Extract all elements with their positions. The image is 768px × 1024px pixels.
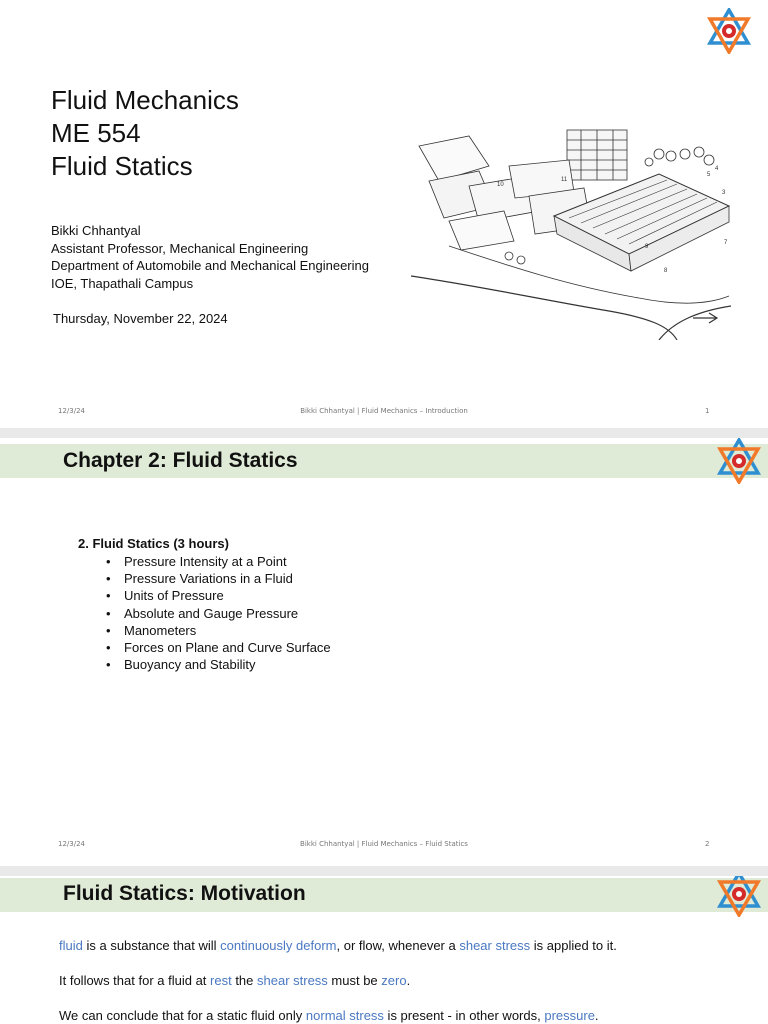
text-span: It follows that for a fluid at xyxy=(59,973,211,988)
author-name: Bikki Chhantyal xyxy=(51,223,141,238)
campus-illustration xyxy=(409,126,731,340)
term-zero: zero xyxy=(381,973,407,988)
slide-separator xyxy=(0,866,768,876)
slide-2-title: Chapter 2: Fluid Statics xyxy=(63,449,298,472)
lecture-date: Thursday, November 22, 2024 xyxy=(53,311,228,326)
text-span: the xyxy=(231,973,257,988)
paragraph-rest xyxy=(59,973,410,988)
footer-title: Bikki Chhantyal | Fluid Mechanics – Introduction xyxy=(300,407,468,415)
image-number: 8 xyxy=(664,268,668,274)
slide-1-title xyxy=(51,84,239,183)
image-number: 3 xyxy=(722,190,726,196)
term-continuously-deform: continuously deform xyxy=(220,938,337,953)
text-span: must be xyxy=(327,973,382,988)
term-shear-stress: shear stress xyxy=(459,938,531,953)
image-number: 9 xyxy=(645,244,649,250)
ioe-logo-icon xyxy=(716,876,762,917)
ioe-logo-icon xyxy=(716,438,762,484)
list-item: • Pressure Variations in a Fluid xyxy=(106,570,331,587)
list-item: • Buoyancy and Stability xyxy=(106,656,331,673)
paragraph-conclusion xyxy=(59,1008,599,1023)
text-span: is a substance that will xyxy=(82,938,221,953)
list-item: • Pressure Intensity at a Point xyxy=(106,553,331,570)
author-block xyxy=(51,222,369,292)
list-item: • Forces on Plane and Curve Surface xyxy=(106,639,331,656)
paragraph-definition xyxy=(59,938,617,953)
term-rest: rest xyxy=(210,973,232,988)
slide-1 xyxy=(0,0,768,428)
footer-title: Bikki Chhantyal | Fluid Mechanics – Fluid Statics xyxy=(300,840,468,848)
slide-separator xyxy=(0,428,768,438)
term-fluid: fluid xyxy=(59,938,83,953)
list-item: • Units of Pressure xyxy=(106,587,331,604)
image-number: 7 xyxy=(724,240,728,246)
text-span: is applied to it. xyxy=(530,938,617,953)
text-span: is present - in other words, xyxy=(383,1008,545,1023)
author-campus: IOE, Thapathali Campus xyxy=(51,275,194,291)
image-number: 4 xyxy=(715,166,719,172)
text-span: . xyxy=(406,973,411,988)
topic-list xyxy=(106,553,331,673)
list-item: • Manometers xyxy=(106,622,331,639)
author-position: Assistant Professor, Mechanical Engineering xyxy=(51,240,309,256)
footer-date: 12/3/24 xyxy=(58,407,85,415)
term-pressure: pressure xyxy=(544,1008,595,1023)
title-line: Fluid Mechanics xyxy=(51,85,239,115)
slide-3-title: Fluid Statics: Motivation xyxy=(63,882,306,905)
syllabus-heading: 2. Fluid Statics (3 hours) xyxy=(78,536,229,551)
image-number: 11 xyxy=(561,177,568,183)
text-span: , or flow, whenever a xyxy=(336,938,460,953)
image-number: 10 xyxy=(497,182,504,188)
footer-page-number: 1 xyxy=(705,407,710,415)
author-department: Department of Automobile and Mechanical Engineering xyxy=(51,258,369,273)
footer-page-number: 2 xyxy=(705,840,710,848)
title-line: ME 554 xyxy=(51,118,141,148)
slide-3 xyxy=(0,876,768,1024)
title-line: Fluid Statics xyxy=(51,151,193,181)
ioe-logo-icon xyxy=(706,8,752,54)
term-normal-stress: normal stress xyxy=(305,1008,384,1023)
footer-date: 12/3/24 xyxy=(58,840,85,848)
term-shear-stress: shear stress xyxy=(257,973,328,988)
text-span: . xyxy=(594,1008,599,1023)
text-span: We can conclude that for a static fluid only xyxy=(59,1008,306,1023)
list-item: • Absolute and Gauge Pressure xyxy=(106,605,331,622)
slide-2 xyxy=(0,438,768,866)
image-number: 5 xyxy=(707,172,711,178)
